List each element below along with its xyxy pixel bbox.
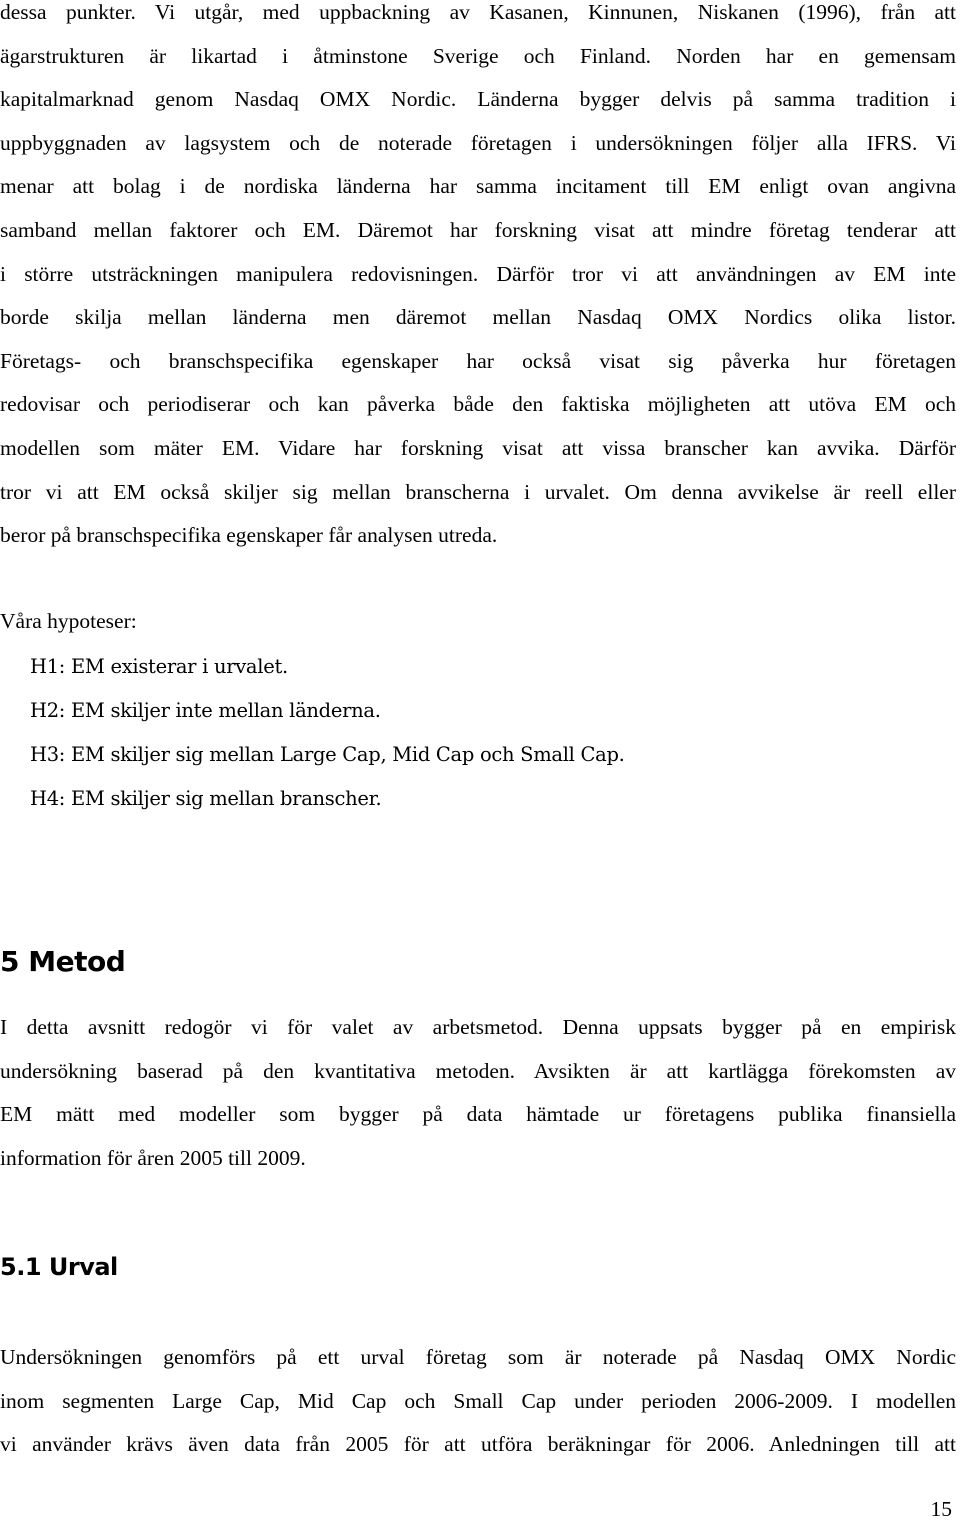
text-line: kapitalmarknad genom Nasdaq OMX Nordic. Länderna bygger delvis på samma tradition i [0,87,956,112]
text-line: I detta avsnitt redogör vi för valet av arbetsmetod. Denna uppsats bygger på en empirisk [0,1015,956,1039]
text-line: Undersökningen genomförs på ett urval företag som är noterade på Nasdaq OMX Nordic [0,1345,956,1369]
text-line: redovisar och periodiserar och kan påverka både den faktiska möjligheten att utöva EM och [0,392,956,417]
section-heading-metod: 5 Metod [0,945,126,978]
hypothesis-item: H3: EM skiljer sig mellan Large Cap, Mid Cap och Small Cap. [30,743,625,766]
text-line: uppbyggnaden av lagsystem och de noterade företagen i undersökningen följer alla IFRS. Vi [0,130,956,155]
hypothesis-item: H4: EM skiljer sig mellan branscher. [30,787,382,810]
text-line: vi använder krävs även data från 2005 för att utföra beräkningar för 2006. Anledningen till att [0,1432,956,1457]
text-line: information för åren 2005 till 2009. [0,1145,306,1170]
text-line: modellen som mäter EM. Vidare har forskning visat att vissa branscher kan avvika. Därför [0,435,956,460]
text-line: borde skilja mellan länderna men däremot mellan Nasdaq OMX Nordics olika listor. [0,305,956,330]
text-line: dessa punkter. Vi utgår, med uppbackning av Kasanen, Kinnunen, Niskanen (1996), från att [0,0,956,24]
text-line: undersökning baserad på den kvantitativa metoden. Avsikten är att kartlägga förekomsten av [0,1058,956,1083]
text-line: inom segmenten Large Cap, Mid Cap och Small Cap under perioden 2006-2009. I modellen [0,1388,956,1413]
text-line: menar att bolag i de nordiska länderna har samma incitament till EM enligt ovan angivna [0,174,956,199]
text-line: tror vi att EM också skiljer sig mellan branscherna i urvalet. Om denna avvikelse är reell eller [0,479,956,504]
paragraph-metod [0,1006,956,1180]
hypothesis-item: H2: EM skiljer inte mellan länderna. [30,699,381,722]
text-line: EM mätt med modeller som bygger på data hämtade ur företagens publika finansiella [0,1102,956,1127]
text-line: ägarstrukturen är likartad i åtminstone Sverige och Finland. Norden har en gemensam [0,43,956,68]
section-heading-urval: 5.1 Urval [0,1253,118,1281]
paragraph-countries-em [0,0,956,558]
text-line: samband mellan faktorer och EM. Däremot har forskning visat att mindre företag tenderar att [0,217,956,242]
text-line: beror på branschspecifika egenskaper får analysen utreda. [0,523,498,548]
hypotheses-intro: Våra hypoteser: [0,609,137,633]
paragraph-urval [0,1336,956,1467]
text-line: i större utsträckningen manipulera redovisningen. Därför tror vi att användningen av EM inte [0,261,956,286]
text-line: Företags- och branschspecifika egenskaper har också visat sig påverka hur företagen [0,348,956,373]
hypothesis-item: H1: EM existerar i urvalet. [30,655,288,678]
page-number: 15 [930,1497,952,1521]
hypotheses-list [30,645,625,821]
